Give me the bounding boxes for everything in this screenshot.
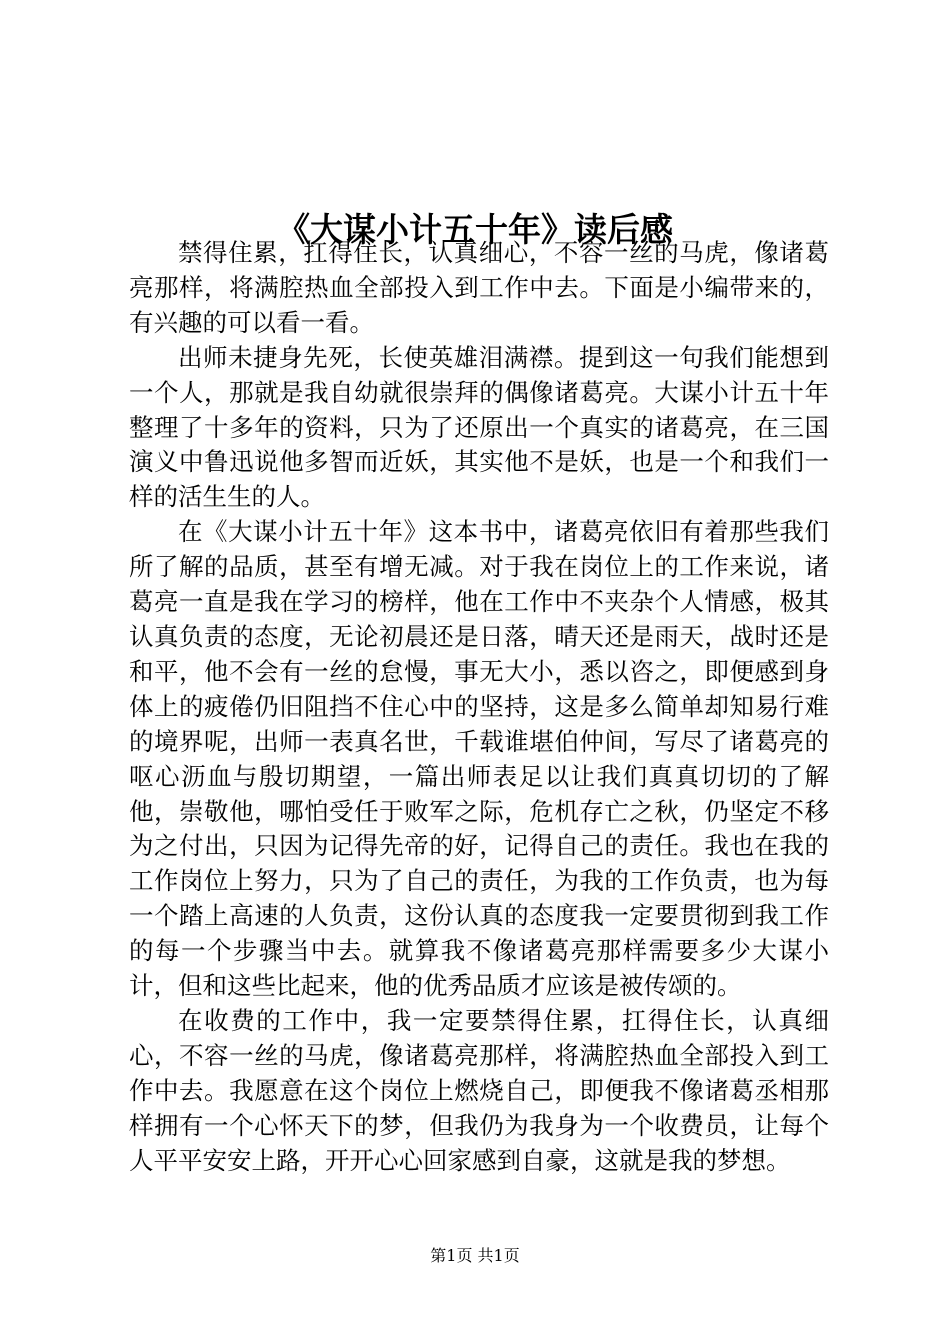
page-number-footer: 第1页 共1页 [430, 1246, 520, 1265]
paragraph: 出师未捷身先死，长使英雄泪满襟。提到这一句我们能想到一个人，那就是我自幼就很崇拜的偶像诸葛亮。大谋小计五十年整理了十多年的资料，只为了还原出一个真实的诸葛亮，在三国演义中鲁迅说他多智而近妖，其实他不是妖，也是一个和我们一样的活生生的人。 [129, 342, 829, 512]
paragraph: 在收费的工作中，我一定要禁得住累，扛得住长，认真细心，不容一丝的马虎，像诸葛亮那样，将满腔热血全部投入到工作中去。我愿意在这个岗位上燃烧自己，即便我不像诸葛丞相那样拥有一个心怀天下的梦，但我仍为我身为一个收费员，让每个人平平安安上路，开开心心回家感到自豪，这就是我的梦想。 [129, 1005, 829, 1175]
document-body [129, 236, 829, 1178]
document-title: 《大谋小计五十年》读后感 [277, 210, 673, 250]
paragraph: 在《大谋小计五十年》这本书中，诸葛亮依旧有着那些我们所了解的品质，甚至有增无减。对于我在岗位上的工作来说，诸葛亮一直是我在学习的榜样，他在工作中不夹杂个人情感，极其认真负责的态度，无论初晨还是日落，晴天还是雨天，战时还是和平，他不会有一丝的怠慢，事无大小，悉以咨之，即便感到身体上的疲倦仍旧阻挡不住心中的坚持，这是多么简单却知易行难的境界呢，出师一表真名世，千载谁堪伯仲间，写尽了诸葛亮的呕心沥血与殷切期望，一篇出师表足以让我们真真切切的了解他，崇敬他，哪怕受任于败军之际，危机存亡之秋，仍坚定不移为之付出，只因为记得先帝的好，记得自己的责任。我也在我的工作岗位上努力，只为了自己的责任，为我的工作负责，也为每一个踏上高速的人负责，这份认真的态度我一定要贯彻到我工作的每一个步骤当中去。就算我不像诸葛亮那样需要多少大谋小计，但和这些比起来，他的优秀品质才应该是被传颂的。 [129, 517, 829, 1001]
paragraph: 禁得住累，扛得住长，认真细心，不容一丝的马虎，像诸葛亮那样，将满腔热血全部投入到工作中去。下面是小编带来的，有兴趣的可以看一看。 [129, 238, 829, 337]
